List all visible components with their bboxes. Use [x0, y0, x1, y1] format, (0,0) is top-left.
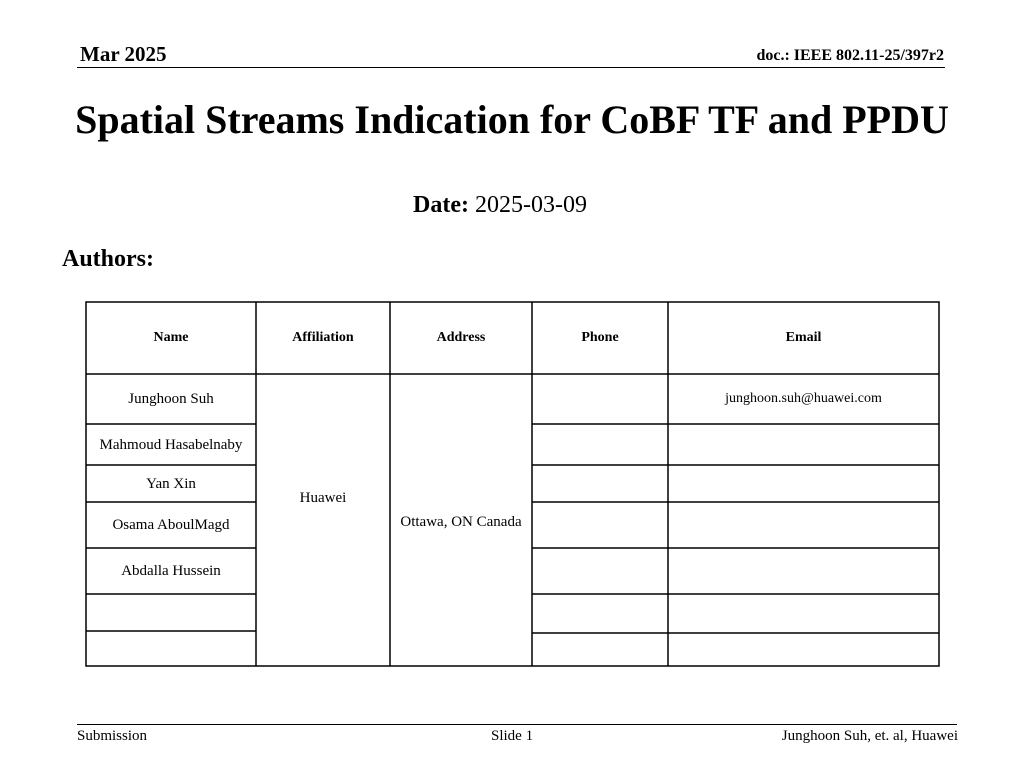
header-divider	[77, 67, 945, 68]
column-header-affiliation: Affiliation	[292, 330, 354, 345]
author-email-1: junghoon.suh@huawei.com	[725, 391, 882, 406]
author-email-3	[668, 465, 939, 502]
footer-slide-number: Slide 1	[491, 728, 534, 744]
author-email-7	[668, 633, 939, 666]
author-name-2: Mahmoud Hasabelnaby	[99, 436, 243, 453]
date-label: Date:	[413, 192, 469, 218]
author-affiliation: Huawei	[299, 490, 347, 506]
footer-submission: Submission	[77, 728, 148, 744]
footer-author: Junghoon Suh, et. al, Huawei	[781, 728, 958, 744]
date-line	[0, 192, 1000, 219]
author-email-6	[668, 594, 939, 633]
date-value: 2025-03-09	[474, 192, 587, 218]
author-email-4	[668, 502, 939, 548]
footer-divider	[77, 724, 957, 725]
header-date: Mar 2025	[80, 42, 167, 66]
column-header-address: Address	[436, 330, 486, 345]
slide-title: Spatial Streams Indication for CoBF TF and PPDU	[75, 97, 949, 142]
author-name-7	[86, 631, 256, 666]
author-name-4: Osama AboulMagd	[112, 517, 230, 533]
author-email-5	[668, 548, 939, 594]
author-name-1: Junghoon Suh	[128, 391, 214, 407]
column-header-email: Email	[785, 330, 822, 345]
author-name-5: Abdalla Hussein	[121, 563, 221, 579]
authors-table	[85, 301, 940, 667]
authors-label: Authors:	[62, 246, 155, 272]
author-name-6	[86, 594, 256, 631]
column-header-phone: Phone	[581, 330, 619, 345]
author-address: Ottawa, ON Canada	[400, 514, 522, 530]
author-name-3: Yan Xin	[146, 475, 196, 492]
column-header-name: Name	[153, 330, 189, 345]
author-email-2	[668, 424, 939, 465]
header-doc-id: doc.: IEEE 802.11-25/397r2	[756, 47, 944, 64]
